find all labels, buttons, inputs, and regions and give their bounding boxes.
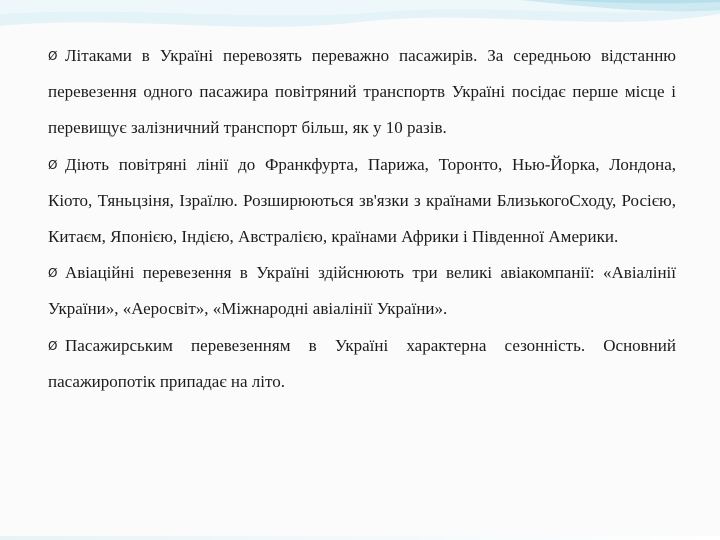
bottom-border-decoration [0, 536, 720, 540]
arrow-bullet-icon: Ø [48, 49, 58, 63]
arrow-bullet-icon: Ø [48, 157, 58, 172]
paragraph-text: Літаками в Україні перевозять переважно пасажирів. За середньою відстанню перевезення одного пасажира повітряний транспортв Україні посідає перше місце і перевищує залізничний транспорт більш, як у 10 разів. [48, 46, 676, 138]
arrow-bullet-icon: Ø [48, 338, 58, 353]
arrow-bullet-icon: Ø [48, 266, 58, 281]
paragraph-3 [48, 255, 676, 327]
paragraph-2 [48, 147, 676, 256]
paragraph-1 [48, 38, 676, 147]
paragraph-text: Діють повітряні лінії до Франкфурта, Парижа, Торонто, Нью-Йорка, Лондона, Кіото, Тяньцзіня, Ізраїлю. Розширюються зв'язки з країнами БлизькогоСходу, Росією, Китаєм, Японією, Індією, Австралією, країнами Африки і Південної Америки. [48, 154, 676, 247]
paragraph-4 [48, 328, 676, 400]
slide-body [48, 38, 676, 400]
paragraph-text: Авіаційні перевезення в Україні здійснюють три великі авіакомпанії: «Авіалінії України», «Аеросвіт», «Міжнародні авіалінії України». [48, 263, 676, 319]
paragraph-text: Пасажирським перевезенням в Україні характерна сезонність. Основний пасажиропотік припадає на літо. [48, 335, 676, 391]
